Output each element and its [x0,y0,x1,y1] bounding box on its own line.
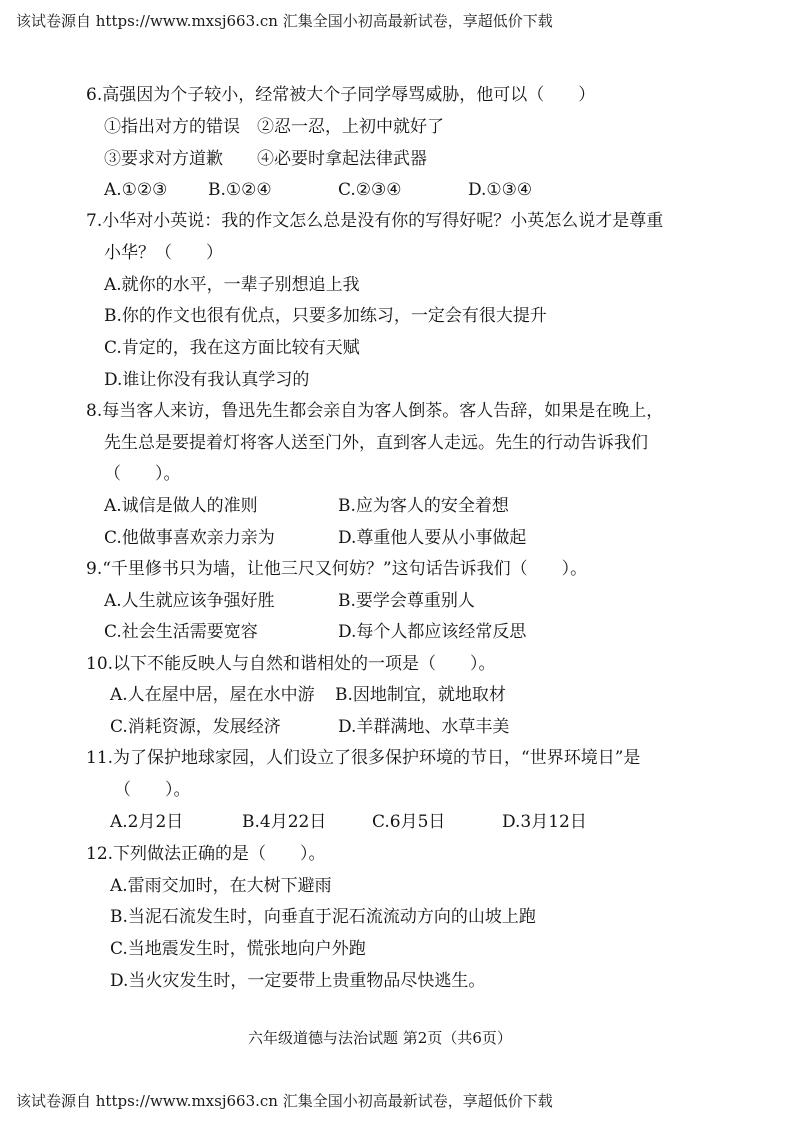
question-8-options-row-1 [0,495,794,517]
question-8-stem-line-1: 8.每当客人来访，鲁迅先生都会亲自为客人倒茶。客人告辞，如果是在晚上， [86,401,664,421]
option-b: B.因地制宜，就地取材 [335,685,506,705]
question-9-options-row-2 [0,621,794,643]
question-12-option-b: B.当泥石流发生时，向垂直于泥石流流动方向的山坡上跑 [110,907,536,927]
question-10-stem: 10.以下不能反映人与自然和谐相处的一项是（ ）。 [86,654,496,674]
question-10-options-row-2 [0,716,794,738]
option-d: D.3月12日 [502,812,587,832]
option-c: C.消耗资源，发展经济 [110,717,281,737]
question-8-stem-line-3: （ ）。 [104,464,181,484]
option-c: C.6月5日 [372,812,446,832]
question-9-stem: 9.“千里修书只为墙，让他三尺又何妨？”这句话告诉我们（ ）。 [86,559,588,579]
option-a: A.2月2日 [110,812,184,832]
question-8-options-row-2 [0,527,794,549]
option-d: D.羊群满地、水草丰美 [338,717,510,737]
option-d: D.①③④ [468,180,533,200]
option-b: B.要学会尊重别人 [338,591,475,611]
option-d: D.尊重他人要从小事做起 [338,528,527,548]
option-a: A.人生就应该争强好胜 [104,591,275,611]
option-c: C.他做事喜欢亲力亲为 [104,528,275,548]
source-header: 该试卷源自 https://www.mxsj663.cn 汇集全国小初高最新试卷，享超低价下载 [16,12,553,30]
option-c: C.②③④ [338,180,402,200]
question-11-options [0,811,794,833]
question-8-stem-line-2: 先生总是要提着灯将客人送至门外，直到客人走远。先生的行动告诉我们 [104,433,648,453]
question-11-stem-line-1: 11.为了保护地球家园，人们设立了很多保护环境的节日，“世界环境日”是 [86,748,641,768]
option-b: B.①②④ [208,180,272,200]
question-7-option-d: D.谁让你没有我认真学习的 [104,370,310,390]
question-7-option-a: A.就你的水平，一辈子别想追上我 [104,275,360,295]
option-b: B.应为客人的安全着想 [338,496,509,516]
option-a: A.人在屋中居，屋在水中游 [110,685,315,705]
question-11-stem-line-2: （ ）。 [114,780,191,800]
option-b: B.4月22日 [242,812,327,832]
question-6-item-2: ③要求对方道歉 ④必要时拿起法律武器 [104,149,427,169]
question-7-option-b: B.你的作文也很有优点，只要多加练习，一定会有很大提升 [104,306,547,326]
source-footer: 该试卷源自 https://www.mxsj663.cn 汇集全国小初高最新试卷，享超低价下载 [16,1092,553,1110]
question-6-item-1: ①指出对方的错误 ②忍一忍，上初中就好了 [104,117,444,137]
question-12-stem: 12.下列做法正确的是（ ）。 [86,844,326,864]
question-7-stem-line-1: 7.小华对小英说：我的作文怎么总是没有你的写得好呢？小英怎么说才是尊重 [86,211,664,231]
question-9-options-row-1 [0,590,794,612]
option-d: D.每个人都应该经常反思 [338,622,527,642]
question-7-stem-line-2: 小华？（ ） [104,243,223,263]
page-footer: 六年级道德与法治试题 第2页（共6页） [248,1029,512,1047]
question-6-options [0,179,794,201]
question-7-option-c: C.肯定的，我在这方面比较有天赋 [104,338,360,358]
option-a: A.诚信是做人的准则 [104,496,258,516]
option-c: C.社会生活需要宽容 [104,622,258,642]
question-6-stem: 6.高强因为个子较小，经常被大个子同学辱骂威胁，他可以（ ） [86,85,596,105]
question-12-option-a: A.雷雨交加时，在大树下避雨 [110,876,332,896]
question-10-options-row-1 [0,684,794,706]
question-12-option-d: D.当火灾发生时，一定要带上贵重物品尽快逃生。 [110,971,486,991]
question-12-option-c: C.当地震发生时，慌张地向户外跑 [110,939,366,959]
option-a: A.①②③ [104,180,168,200]
